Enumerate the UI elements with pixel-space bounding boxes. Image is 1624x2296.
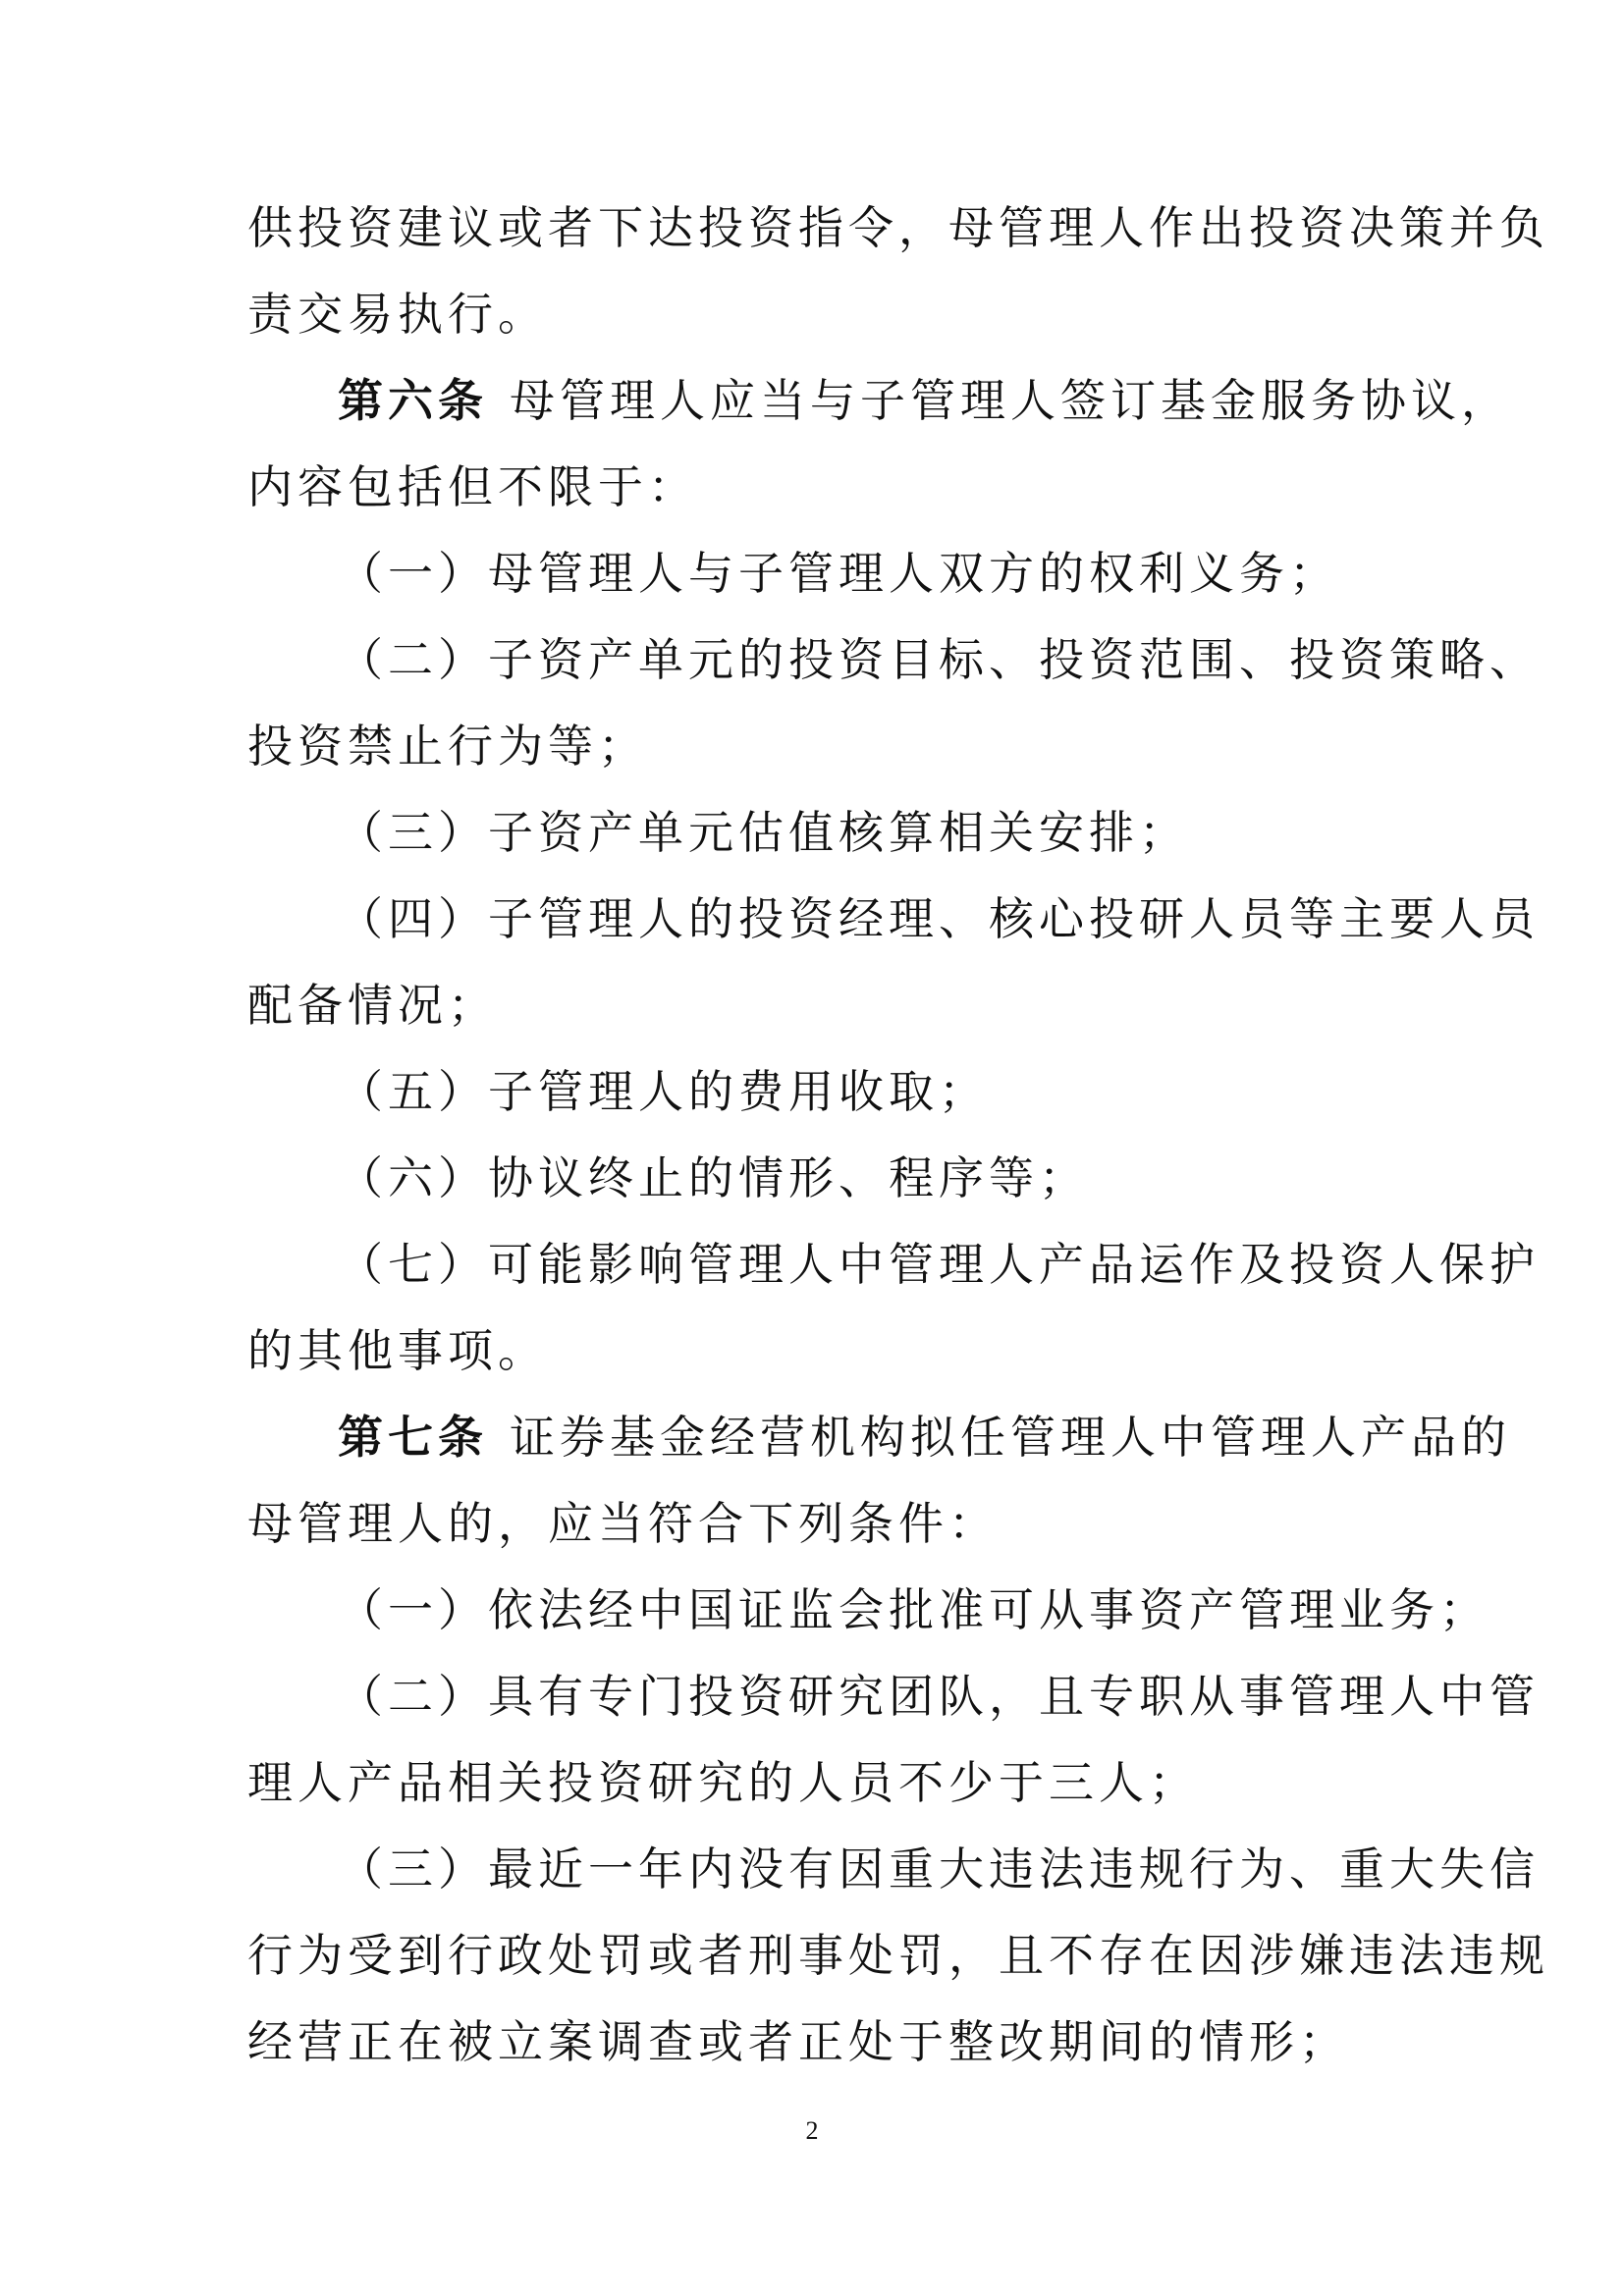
list-item-5: （五）子管理人的费用收取； — [338, 1065, 989, 1118]
text-line-2: 责交易执行。 — [247, 288, 548, 341]
list-item-1: （一）母管理人与子管理人双方的权利义务； — [338, 547, 1339, 600]
article-six-label: 第六条 — [338, 374, 488, 427]
list-item-4: （四）子管理人的投资经理、核心投研人员等主要人员 — [338, 892, 1540, 945]
text-line-4: 内容包括但不限于： — [247, 460, 698, 513]
list-item-6: （六）协议终止的情形、程序等； — [338, 1151, 1089, 1204]
condition-item-1: （一）依法经中国证监会批准可从事资产管理业务； — [338, 1583, 1489, 1636]
list-item-2: （二）子资产单元的投资目标、投资范围、投资策略、 — [338, 633, 1540, 686]
text-line-16: 母管理人的，应当符合下列条件： — [247, 1497, 999, 1550]
list-item-2-continuation: 投资禁止行为等； — [247, 720, 648, 773]
list-item-7: （七）可能影响管理人中管理人产品运作及投资人保护 — [338, 1238, 1540, 1291]
page-number: 2 — [805, 2116, 819, 2145]
text-line-1: 供投资建议或者下达投资指令，母管理人作出投资决策并负 — [247, 201, 1549, 254]
article-six-line — [338, 371, 1511, 430]
article-six-text: 母管理人应当与子管理人签订基金服务协议， — [510, 374, 1511, 427]
condition-item-2-continuation: 理人产品相关投资研究的人员不少于三人； — [247, 1756, 1199, 1809]
list-item-3: （三）子资产单元估值核算相关安排； — [338, 806, 1189, 859]
article-seven-label: 第七条 — [338, 1411, 488, 1464]
list-item-4-continuation: 配备情况； — [247, 979, 498, 1032]
condition-item-2: （二）具有专门投资研究团队，且专职从事管理人中管 — [338, 1670, 1540, 1723]
condition-item-3-continuation-1: 行为受到行政处罚或者刑事处罚，且不存在因涉嫌违法违规 — [247, 1929, 1549, 1982]
article-seven-text: 证券基金经营机构拟任管理人中管理人产品的 — [510, 1411, 1511, 1464]
condition-item-3: （三）最近一年内没有因重大违法违规行为、重大失信 — [338, 1842, 1540, 1896]
article-seven-line — [338, 1408, 1511, 1467]
condition-item-3-continuation-2: 经营正在被立案调查或者正处于整改期间的情形； — [247, 2015, 1349, 2068]
list-item-7-continuation: 的其他事项。 — [247, 1324, 548, 1377]
